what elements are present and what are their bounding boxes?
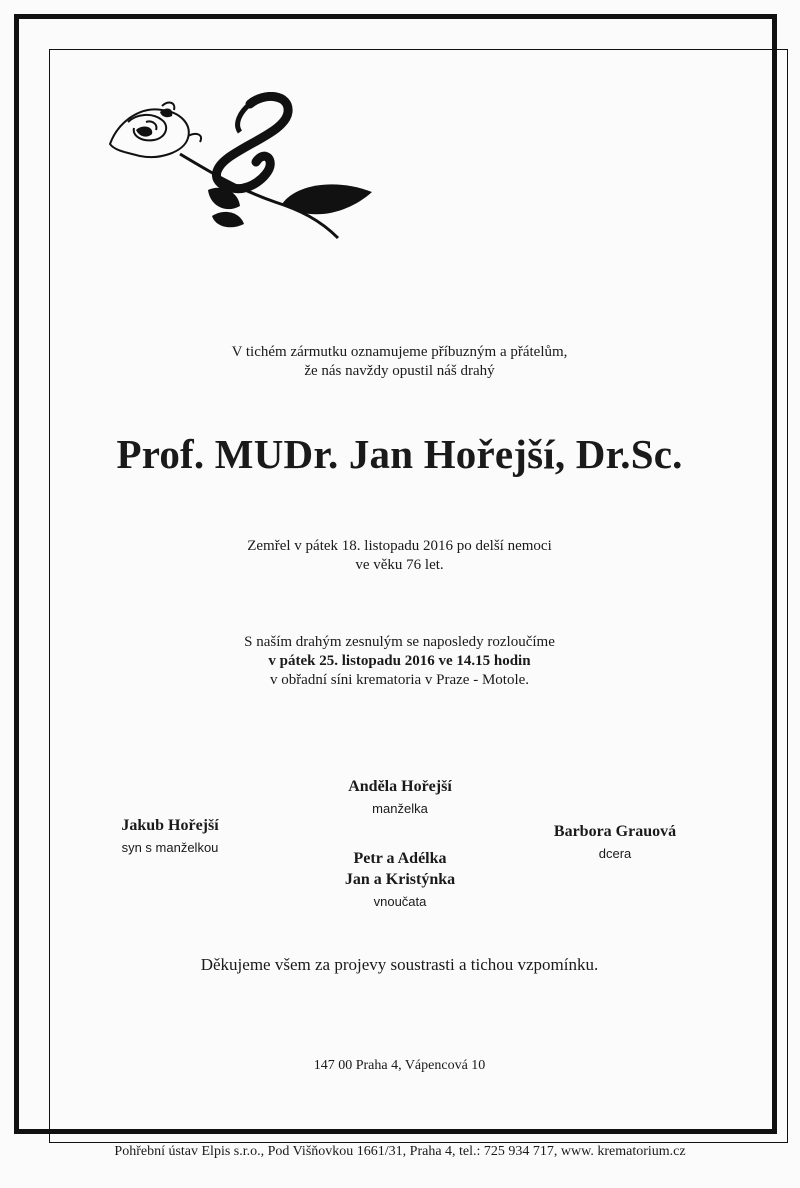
mourner-relation: vnoučata [373,894,427,909]
death-line: ve věku 76 let. [355,557,444,573]
rose-with-ribbon-icon [100,92,380,244]
funeral-date-time: v pátek 25. listopadu 2016 ve 14.15 hodin [268,653,531,669]
thanks-text: Děkujeme všem za projevy soustrasti a tichou vzpomínku. [200,955,599,974]
death-text [30,537,769,575]
deceased-name: Prof. MUDr. Jan Hořejší, Dr.Sc. [116,431,683,477]
mourner-name: Anděla Hořejší [348,778,452,795]
intro-line: V tichém zármutku oznamujeme příbuzným a přátelům, [231,344,568,360]
death-line: Zemřel v pátek 18. listopadu 2016 po delší nemoci [247,538,552,554]
funeral-text [30,633,769,690]
mourner-daughter [530,821,700,863]
funeral-home-footer: Pohřební ústav Elpis s.r.o., Pod Višňovkou 1661/31, Praha 4, tel.: 725 934 717, www. krematorium.cz [114,1144,686,1159]
intro-line: že nás navždy opustil náš drahý [304,363,495,379]
mourner-wife [300,776,500,818]
mourner-relation: manželka [372,801,428,816]
mourner-name: Petr a Adélka [353,850,447,867]
funeral-place: v obřadní síni krematoria v Praze - Motole. [269,672,530,688]
mourner-name: Barbora Grauová [553,823,677,840]
mourner-name: Jan a Kristýnka [344,871,456,888]
intro-text [30,343,769,381]
mourner-relation: syn s manželkou [121,840,219,855]
mourner-son [80,815,260,857]
funeral-line: S naším drahým zesnulým se naposledy rozloučíme [244,634,555,650]
family-address: 147 00 Praha 4, Vápencová 10 [313,1058,486,1073]
mourner-grandchildren [300,848,500,911]
mourner-relation: dcera [598,846,632,861]
mourner-name: Jakub Hořejší [121,817,219,834]
